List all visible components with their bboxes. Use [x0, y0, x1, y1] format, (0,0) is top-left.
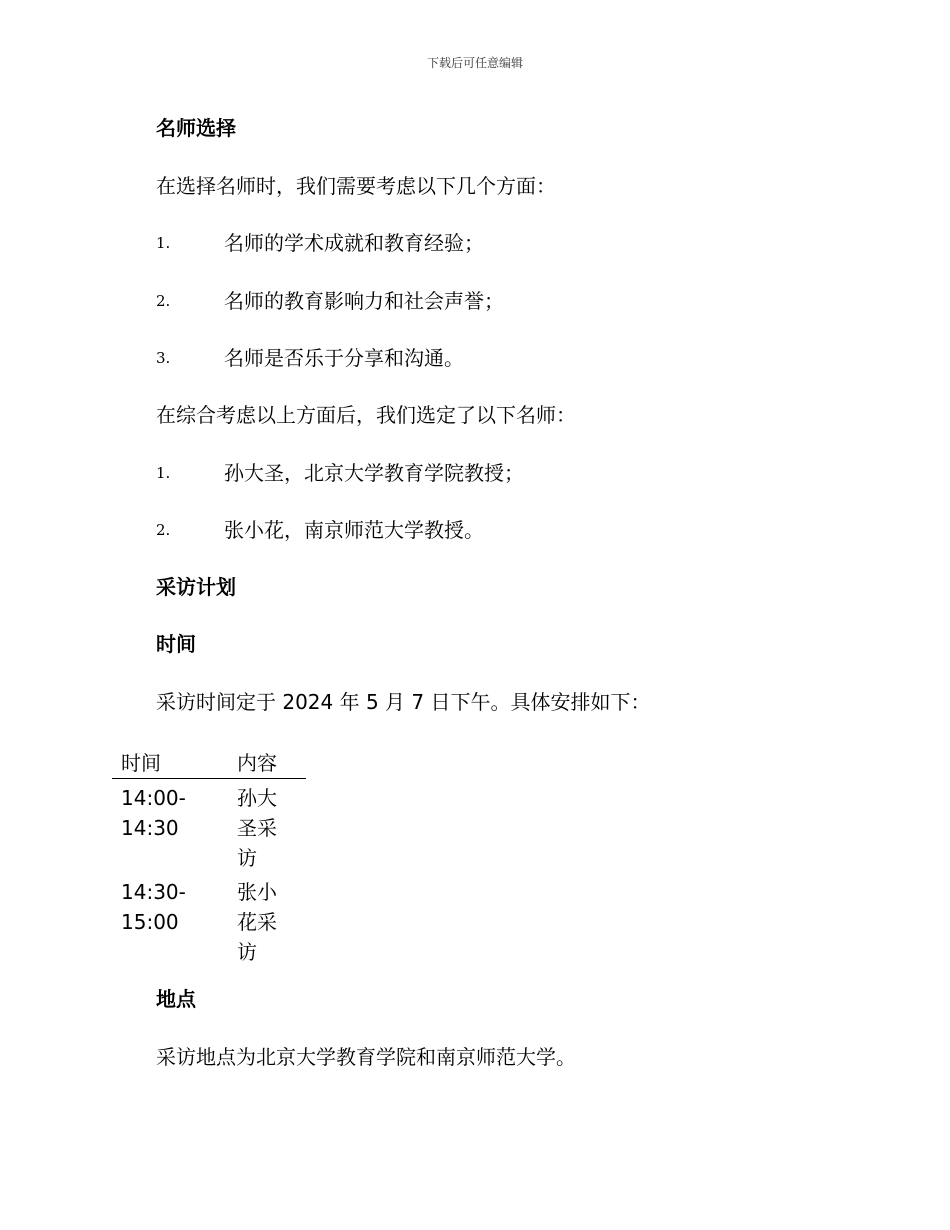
- page-header-note: 下载后可任意编辑: [426, 56, 523, 70]
- schedule-cell-content: 张小花采访: [237, 880, 277, 964]
- paragraph-location: 采访地点为北京大学教育学院和南京师范大学。: [156, 1045, 576, 1069]
- table-row: [112, 877, 306, 967]
- list-text: 张小花，南京师范大学教授。: [224, 518, 484, 542]
- schedule-table: [112, 748, 306, 967]
- list-number: 3.: [156, 349, 171, 367]
- schedule-cell-time: 14:00-14:30: [121, 786, 186, 840]
- list-text: 名师是否乐于分享和沟通。: [224, 346, 464, 370]
- list-number: 2.: [156, 521, 171, 539]
- list-number: 2.: [156, 292, 171, 310]
- list-text: 孙大圣，北京大学教育学院教授；: [224, 461, 524, 485]
- heading-time: 时间: [156, 632, 196, 656]
- list-text: 名师的学术成就和教育经验；: [224, 231, 484, 255]
- heading-teacher-selection: 名师选择: [156, 116, 236, 140]
- paragraph-time: 采访时间定于 2024 年 5 月 7 日下午。具体安排如下：: [156, 690, 651, 714]
- table-row: [112, 783, 306, 873]
- heading-interview-plan: 采访计划: [156, 575, 236, 599]
- paragraph-selection-intro: 在选择名师时，我们需要考虑以下几个方面：: [156, 174, 556, 198]
- schedule-header-time: 时间: [121, 751, 161, 775]
- list-number: 1.: [156, 464, 171, 482]
- heading-location: 地点: [156, 987, 196, 1011]
- schedule-header-row: [112, 748, 306, 779]
- schedule-cell-content: 孙大圣采访: [237, 786, 277, 870]
- paragraph-selected-intro: 在综合考虑以上方面后，我们选定了以下名师：: [156, 403, 576, 427]
- list-number: 1.: [156, 234, 171, 252]
- schedule-header-content: 内容: [237, 751, 277, 775]
- schedule-cell-time: 14:30-15:00: [121, 880, 186, 934]
- list-text: 名师的教育影响力和社会声誉；: [224, 289, 504, 313]
